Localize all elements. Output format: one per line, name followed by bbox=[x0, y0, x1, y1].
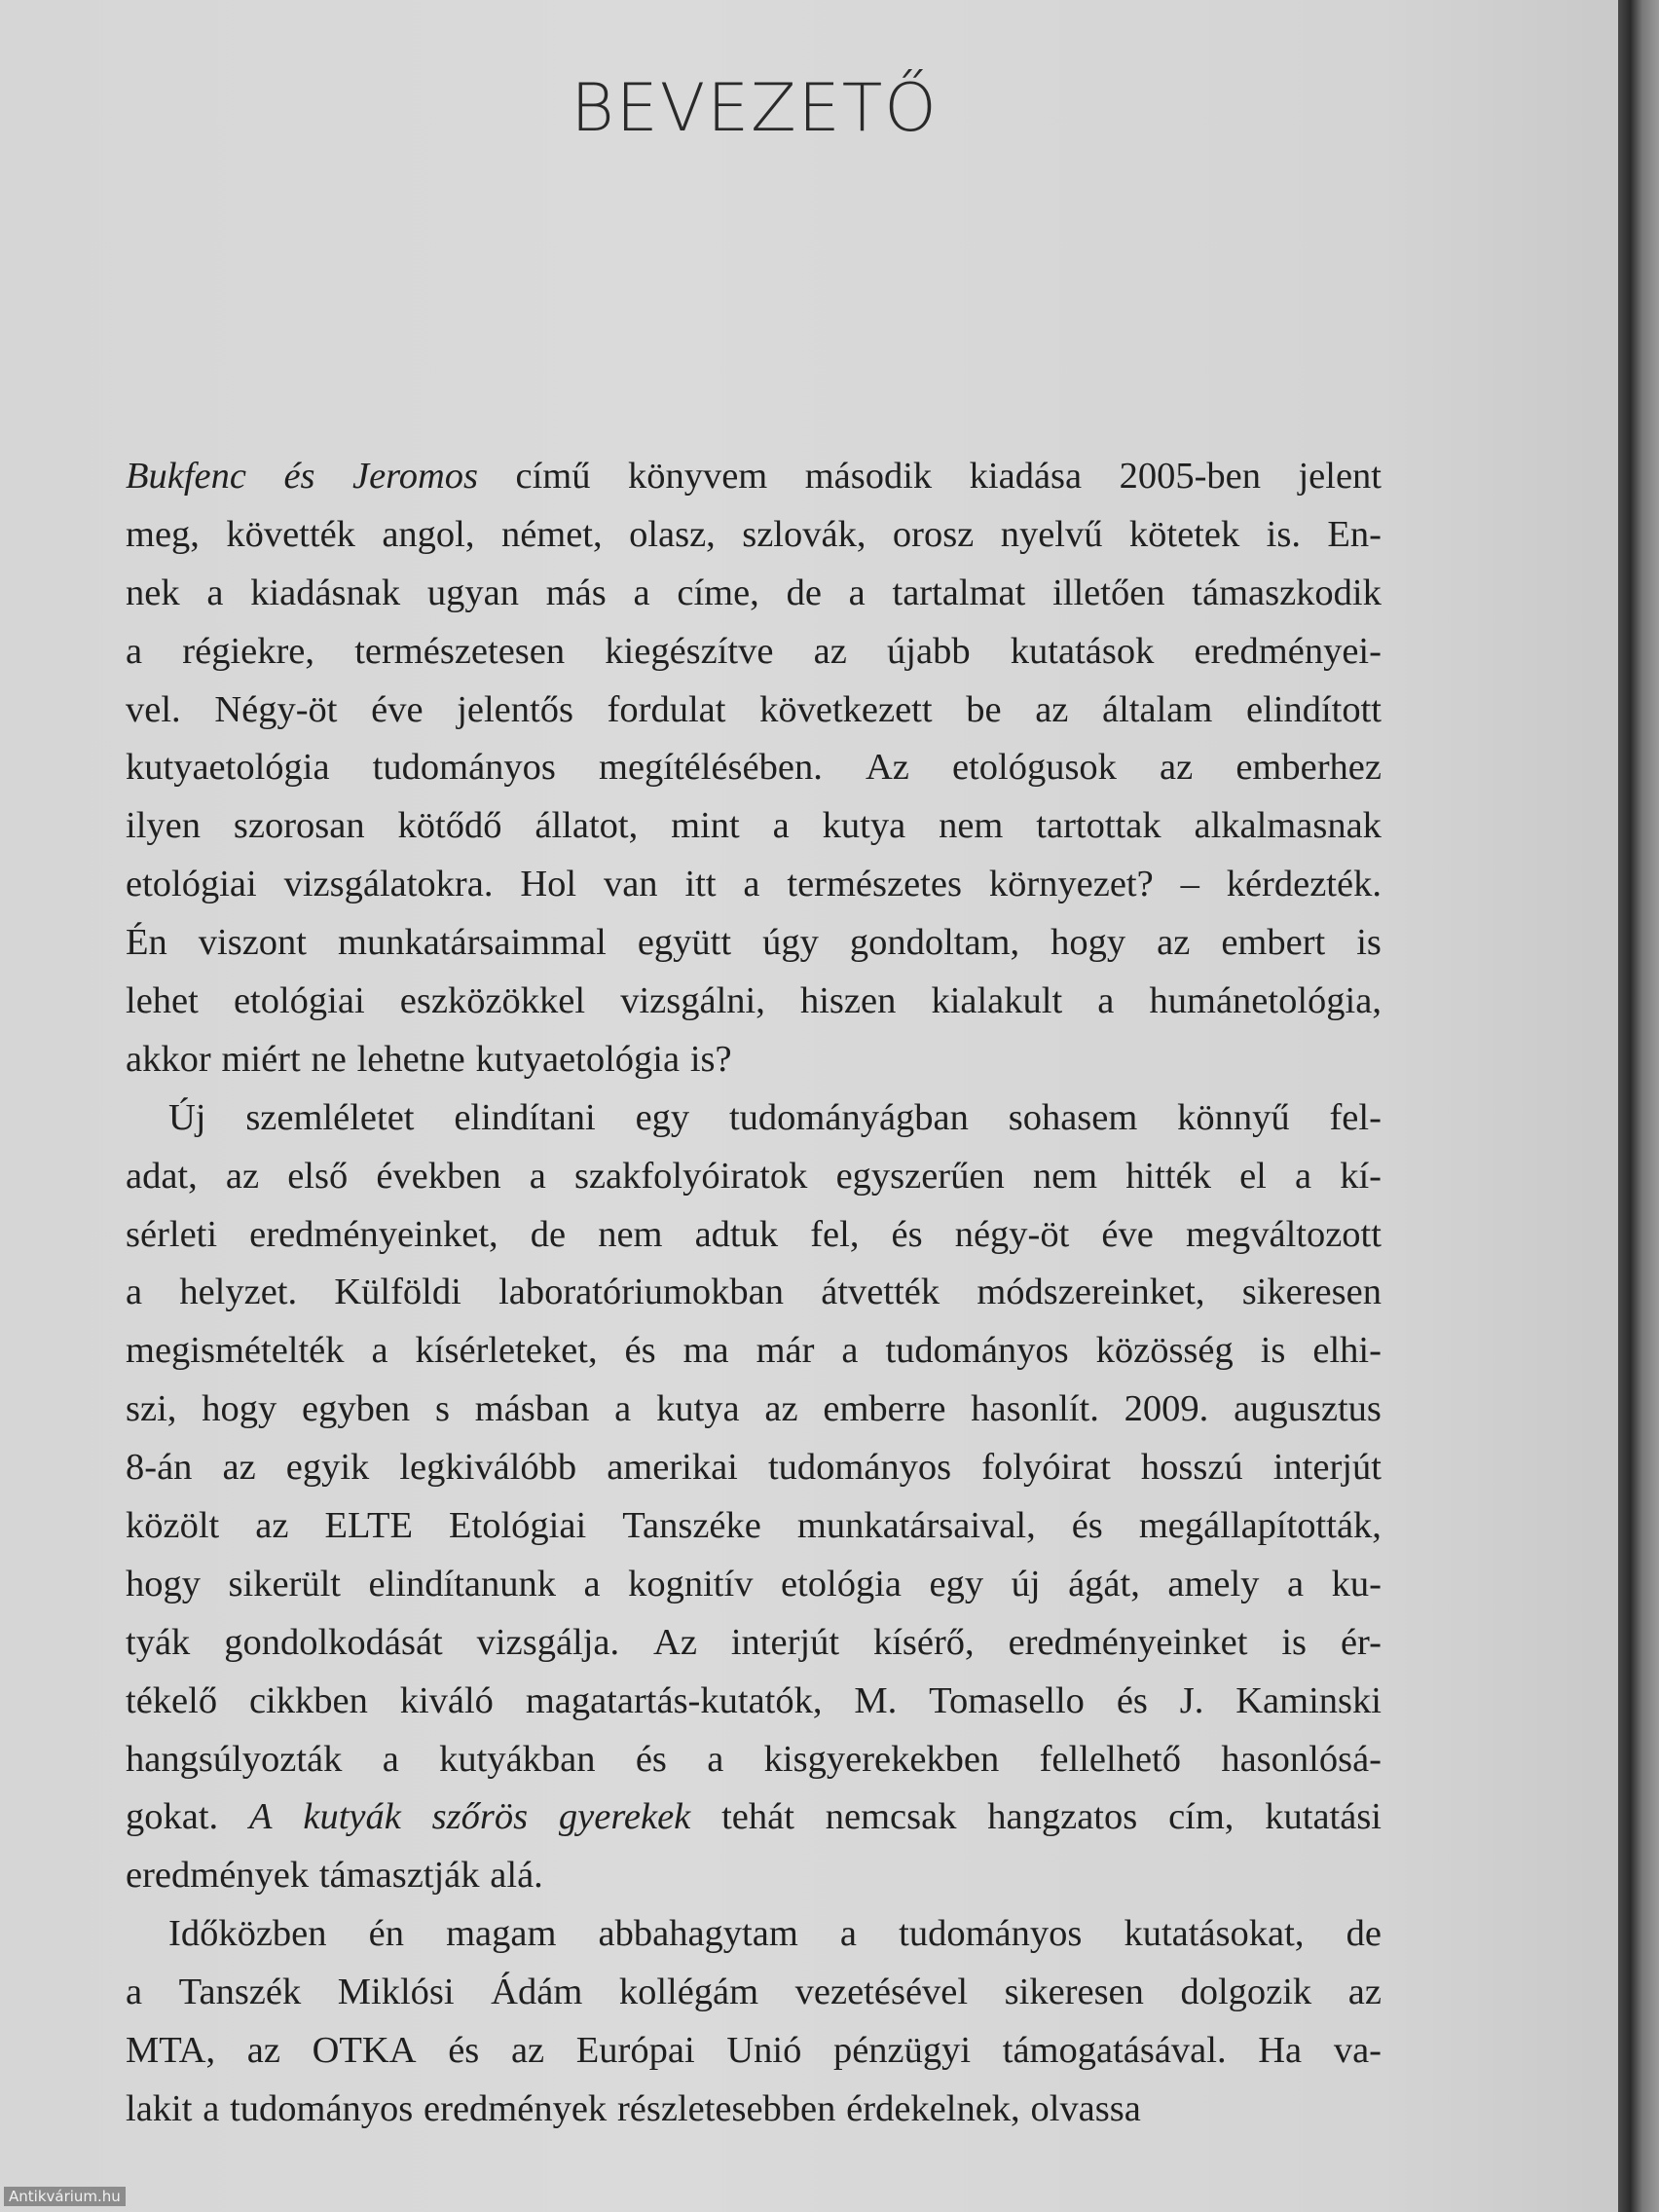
text-line: lehet etológiai eszközökkel vizsgálni, hiszen kialakult a humánetológia, bbox=[126, 980, 1382, 1022]
text-line: eredmények támasztják alá. bbox=[126, 1855, 543, 1897]
text-line: a helyzet. Külföldi laboratóriumokban átvették módszereinket, sikeresen bbox=[126, 1272, 1382, 1313]
text-line: akkor miért ne lehetne kutyaetológia is? bbox=[126, 1038, 732, 1080]
text-line: nek a kiadásnak ugyan más a címe, de a tartalmat illetően támaszkodik bbox=[126, 571, 1382, 613]
watermark: Antikvárium.hu bbox=[4, 2187, 126, 2206]
text-line: a régiekre, természetesen kiegészítve az újabb kutatások eredményei- bbox=[126, 630, 1382, 672]
paragraph bbox=[126, 448, 1382, 1089]
text-line: vel. Négy-öt éve jelentős fordulat következett be az általam elindított bbox=[126, 688, 1382, 730]
text-line: hangsúlyozták a kutyákban és a kisgyerekekben fellelhető hasonlósá- bbox=[126, 1738, 1382, 1780]
text-line: MTA, az OTKA és az Európai Unió pénzügyi támogatásával. Ha va- bbox=[126, 2030, 1382, 2072]
text-line: meg, követték angol, német, olasz, szlovák, orosz nyelvű kötetek is. En- bbox=[126, 513, 1382, 555]
text-line: szi, hogy egyben s másban a kutya az emberre hasonlít. 2009. augusztus bbox=[126, 1388, 1382, 1430]
text-line: 8-án az egyik legkiválóbb amerikai tudományos folyóirat hosszú interjút bbox=[126, 1447, 1382, 1489]
page-edge bbox=[1618, 0, 1659, 2212]
text-line: kutyaetológia tudományos megítélésében. Az etológusok az emberhez bbox=[126, 747, 1382, 789]
paragraph bbox=[126, 1905, 1382, 2139]
text-line: Bukfenc és Jeromos című könyvem második kiadása 2005-ben jelent bbox=[126, 456, 1382, 497]
text-line: ilyen szorosan kötődő állatot, mint a kutya nem tartottak alkalmasnak bbox=[126, 805, 1382, 847]
text-line: közölt az ELTE Etológiai Tanszéke munkatársaival, és megállapították, bbox=[126, 1505, 1382, 1547]
text-line: Új szemléletet elindítani egy tudományágban sohasem könnyű fel- bbox=[168, 1096, 1382, 1138]
body-text bbox=[126, 448, 1382, 2139]
page-title: BEVEZETŐ bbox=[571, 70, 939, 147]
text-line: Időközben én magam abbahagytam a tudományos kutatásokat, de bbox=[168, 1913, 1382, 1955]
text-line: sérleti eredményeinket, de nem adtuk fel, és négy-öt éve megváltozott bbox=[126, 1213, 1382, 1255]
text-line: Én viszont munkatársaimmal együtt úgy gondoltam, hogy az embert is bbox=[126, 922, 1382, 964]
text-line: tyák gondolkodását vizsgálja. Az interjút kísérő, eredményeinket is ér- bbox=[126, 1621, 1382, 1663]
text-line: etológiai vizsgálatokra. Hol van itt a természetes környezet? – kérdezték. bbox=[126, 864, 1382, 905]
text-line: hogy sikerült elindítanunk a kognitív etológia egy új ágát, amely a ku- bbox=[126, 1563, 1382, 1604]
text-line: megismételték a kísérleteket, és ma már a tudományos közösség is elhi- bbox=[126, 1330, 1382, 1372]
text-line: lakit a tudományos eredmények részletesebben érdekelnek, olvassa bbox=[126, 2087, 1141, 2129]
text-line: tékelő cikkben kiváló magatartás-kutatók, M. Tomasello és J. Kaminski bbox=[126, 1679, 1382, 1721]
text-line: adat, az első években a szakfolyóiratok egyszerűen nem hitték el a kí- bbox=[126, 1155, 1382, 1197]
paragraph bbox=[126, 1089, 1382, 1905]
text-line: gokat. A kutyák szőrös gyerekek tehát nemcsak hangzatos cím, kutatási bbox=[126, 1796, 1382, 1838]
text-line: a Tanszék Miklósi Ádám kollégám vezetésével sikeresen dolgozik az bbox=[126, 1972, 1382, 2013]
